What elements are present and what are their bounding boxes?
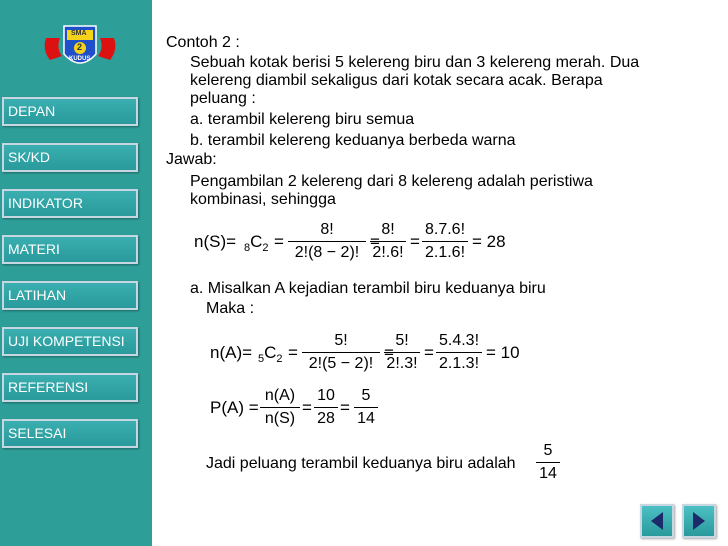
logo-text-number: 2 [77, 42, 83, 52]
answer-label: Jawab: [166, 151, 217, 168]
eq1-c: C [250, 232, 263, 251]
final-answer-den: 14 [539, 465, 557, 482]
nav-button-indikator[interactable]: INDIKATOR [2, 189, 138, 218]
eq3-f3-num: 5 [361, 387, 371, 404]
eq1-f3-num: 8.7.6! [424, 221, 466, 238]
eq2-equals-2: = [384, 343, 394, 362]
final-answer-fraction [536, 440, 560, 485]
eq2-lhs: n(A)= [210, 343, 253, 362]
logo-text-sma: SMA [71, 30, 87, 37]
eq2-fraction-2 [384, 330, 420, 375]
question-part-a: a. terambil kelereng biru semua [190, 111, 415, 128]
nav-button-materi[interactable]: MATERI [2, 235, 138, 264]
eq1-equals-1: = [274, 232, 284, 251]
eq2-f3-den: 2.1.3! [438, 355, 480, 372]
eq1-f2-num: 8! [381, 221, 395, 238]
eq1-f1-num: 8! [320, 221, 334, 238]
maka-label: Maka : [206, 300, 255, 317]
eq3-fraction-1 [260, 385, 300, 430]
eq3-f3-den: 14 [357, 410, 375, 427]
eq1-n: 8 [244, 242, 251, 254]
part-a-statement: a. Misalkan A kejadian terambil biru keduanya biru [190, 280, 546, 297]
arrow-right-icon [684, 506, 714, 536]
nav-button-uji-kompetensi[interactable]: UJI KOMPETENSI [2, 327, 138, 356]
eq3-f2-num: 10 [317, 387, 335, 404]
eq1-combination [244, 232, 269, 252]
eq2-f2-num: 5! [395, 332, 409, 349]
eq2-fraction-1 [302, 330, 380, 375]
answer-line-1: Pengambilan 2 kelereng dari 8 kelereng adalah peristiwa [190, 173, 593, 190]
eq1-k: 2 [262, 242, 269, 254]
eq3-f2-den: 28 [317, 410, 335, 427]
eq1-equals-3: = [410, 232, 420, 251]
sidebar [0, 0, 152, 546]
nav-button-skkd[interactable]: SK/KD [2, 143, 138, 172]
eq3-f1-den: n(S) [264, 410, 296, 427]
eq2-equals-1: = [288, 343, 298, 362]
eq2-f2-den: 2!.3! [386, 355, 418, 372]
final-answer-num: 5 [543, 442, 553, 459]
prev-slide-button[interactable] [640, 504, 674, 538]
eq1-fraction-1 [288, 219, 366, 264]
eq2-f3-num: 5.4.3! [438, 332, 480, 349]
eq3-lhs: P(A) = [210, 398, 259, 417]
eq2-combination [258, 343, 283, 363]
eq3-equals-1: = [302, 398, 312, 417]
eq3-equals-2: = [340, 398, 350, 417]
answer-line-2: kombinasi, sehingga [190, 191, 336, 208]
eq2-f1-den: 2!(5 − 2)! [308, 355, 374, 372]
eq2-fraction-3 [436, 330, 482, 375]
eq1-fraction-3 [422, 219, 468, 264]
eq2-n: 5 [258, 353, 265, 365]
arrow-left-icon [642, 506, 672, 536]
eq2-k: 2 [276, 353, 283, 365]
eq1-f1-den: 2!(8 − 2)! [294, 244, 360, 261]
conclusion-text: Jadi peluang terambil keduanya biru adalah [206, 455, 516, 472]
nav-button-latihan[interactable]: LATIHAN [2, 281, 138, 310]
question-part-b: b. terambil kelereng keduanya berbeda warna [190, 132, 516, 149]
nav-button-selesai[interactable]: SELESAI [2, 419, 138, 448]
eq3-f1-num: n(A) [264, 387, 296, 404]
example-heading: Contoh 2 : [166, 34, 240, 51]
eq1-f3-den: 2.1.6! [424, 244, 466, 261]
logo-text-kudus: KUDUS [69, 56, 91, 62]
eq1-equals-2: = [370, 232, 380, 251]
eq3-fraction-2 [314, 385, 338, 430]
eq2-result: = 10 [486, 343, 520, 362]
eq2-equals-3: = [424, 343, 434, 362]
school-logo [40, 20, 120, 76]
nav-button-referensi[interactable]: REFERENSI [2, 373, 138, 402]
nav-button-depan[interactable]: DEPAN [2, 97, 138, 126]
eq1-fraction-2 [370, 219, 406, 264]
eq3-fraction-3 [354, 385, 378, 430]
eq1-lhs: n(S)= [194, 232, 237, 251]
next-slide-button[interactable] [682, 504, 716, 538]
eq2-f1-num: 5! [334, 332, 348, 349]
question-line-2: kelereng diambil sekaligus dari kotak secara acak. Berapa [190, 72, 603, 89]
eq1-result: = 28 [472, 232, 506, 251]
question-line-1: Sebuah kotak berisi 5 kelereng biru dan 3 kelereng merah. Dua [190, 54, 640, 71]
eq1-f2-den: 2!.6! [372, 244, 404, 261]
slide-content [160, 0, 720, 500]
eq2-c: C [264, 343, 277, 362]
question-line-3: peluang : [190, 90, 256, 107]
